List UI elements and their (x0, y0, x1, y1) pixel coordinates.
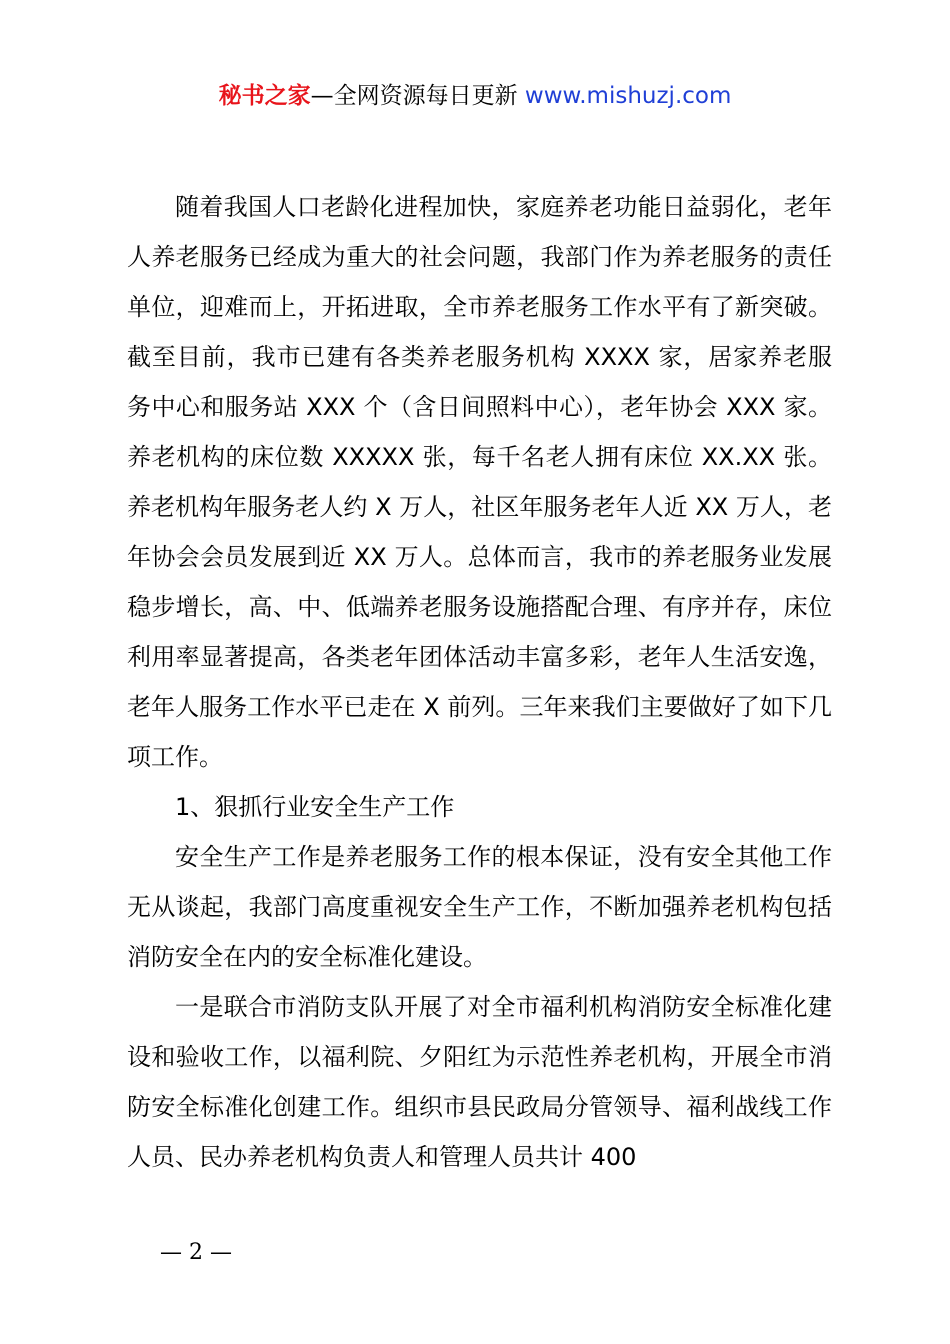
page-number: — 2 — (160, 1240, 232, 1265)
header-tagline: —全网资源每日更新 (310, 83, 525, 109)
paragraph-intro: 随着我国人口老龄化进程加快，家庭养老功能日益弱化，老年人养老服务已经成为重大的社会问题，我部门作为养老服务的责任单位，迎难而上，开拓进取，全市养老服务工作水平有了新突破。截至目前，我市已建有各类养老服务机构 XXXX 家，居家养老服务中心和服务站 XXX 个（含日间照料中心），老年协会 XXX 家。养老机构的床位数 XXXXX 张，每千名老人拥有床位 XX.XX 张。养老机构年服务老人约 X 万人，社区年服务老年人近 XX 万人，老年协会会员发展到近 XX 万人。总体而言，我市的养老服务业发展稳步增长，高、中、低端养老服务设施搭配合理、有序并存，床位利用率显著提高，各类老年团体活动丰富多彩，老年人生活安逸，老年人服务工作水平已走在 X 前列。三年来我们主要做好了如下几项工作。 (127, 193, 832, 771)
section-heading: 1、狠抓行业安全生产工作 (175, 793, 455, 821)
paragraph-safety: 安全生产工作是养老服务工作的根本保证，没有安全其他工作无从谈起，我部门高度重视安全生产工作，不断加强养老机构包括消防安全在内的安全标准化建设。 (127, 843, 832, 971)
brand-name: 秘书之家 (218, 83, 311, 109)
paragraph-first-measure: 一是联合市消防支队开展了对全市福利机构消防安全标准化建设和验收工作，以福利院、夕阳红为示范性养老机构，开展全市消防安全标准化创建工作。组织市县民政局分管领导、福利战线工作人员、民办养老机构负责人和管理人员共计 400 (127, 993, 832, 1171)
site-url-link[interactable]: www.mishuzj.com (524, 83, 732, 109)
site-header (0, 80, 950, 112)
document-body (127, 182, 832, 1182)
